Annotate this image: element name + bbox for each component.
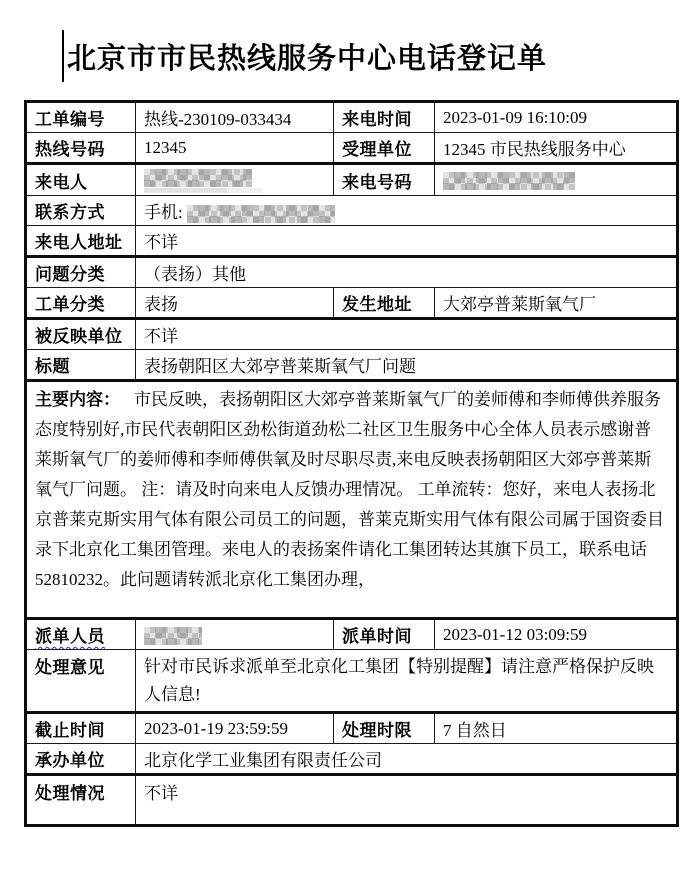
- field-label-reflected-unit: 被反映单位: [26, 319, 136, 350]
- row-hotline-no: [26, 133, 678, 164]
- field-label-caller-no: 来电号码: [334, 164, 435, 196]
- field-value-deadline: 2023-01-19 23:59:59: [136, 713, 334, 744]
- redacted-caller-number: [443, 172, 575, 190]
- field-label-handle-opinion: 处理意见: [26, 650, 136, 713]
- row-handle-opinion: [26, 650, 678, 713]
- field-value-hotline-no: 12345: [136, 133, 334, 164]
- field-label-order-cat: 工单分类: [26, 288, 136, 319]
- row-caller: [26, 164, 678, 196]
- field-label-accept-unit: 受理单位: [334, 133, 435, 164]
- field-value-title: 表扬朝阳区大郊亭普莱斯氧气厂问题: [136, 350, 678, 381]
- field-value-order-no: 热线-230109-033434: [136, 102, 334, 133]
- field-value-caller-no: [435, 164, 678, 196]
- redacted-contact-phone: [187, 205, 335, 223]
- field-value-call-time: 2023-01-09 16:10:09: [435, 102, 678, 133]
- redacted-dispatcher-name: [144, 627, 202, 645]
- field-value-handle-status: 不详: [136, 775, 678, 826]
- main-content-label: 主要内容：: [35, 390, 120, 410]
- redacted-caller-name-tail: [144, 188, 262, 193]
- redacted-caller-name: [144, 169, 252, 187]
- row-problem-cat: [26, 257, 678, 288]
- field-value-problem-cat: （表扬）其他: [136, 257, 678, 288]
- text-cursor: [62, 30, 64, 82]
- row-main-content: [26, 381, 678, 619]
- field-label-problem-cat: 问题分类: [26, 257, 136, 288]
- dispatcher-label-text: 派单人员: [35, 627, 105, 647]
- field-value-caller-addr: 不详: [136, 226, 678, 257]
- field-value-incident-addr: 大郊亭普莱斯氧气厂: [435, 288, 678, 319]
- field-label-order-no: 工单编号: [26, 102, 136, 133]
- field-label-caller: 来电人: [26, 164, 136, 196]
- field-value-handle-limit: 7 自然日: [435, 713, 678, 744]
- field-value-order-cat: 表扬: [136, 288, 334, 319]
- field-value-handle-opinion: 针对市民诉求派单至北京化工集团【特别提醒】请注意严格保护反映人信息!: [136, 650, 678, 713]
- page-title: 北京市市民热线服务中心电话登记单: [67, 42, 548, 75]
- row-order-no: [26, 102, 678, 133]
- field-label-caller-addr: 来电人地址: [26, 226, 136, 257]
- row-undertake-unit: [26, 744, 678, 775]
- contact-prefix: 手机:: [144, 203, 183, 223]
- field-main-content: [26, 381, 678, 619]
- field-value-contact: [136, 196, 678, 226]
- field-label-undertake-unit: 承办单位: [26, 744, 136, 775]
- field-label-call-time: 来电时间: [334, 102, 435, 133]
- row-reflected-unit: [26, 319, 678, 350]
- field-label-handle-limit: 处理时限: [334, 713, 435, 744]
- row-handle-status: [26, 775, 678, 826]
- row-caller-addr: [26, 226, 678, 257]
- field-value-undertake-unit: 北京化学工业集团有限责任公司: [136, 744, 678, 775]
- field-value-accept-unit: 12345 市民热线服务中心: [435, 133, 678, 164]
- field-label-deadline: 截止时间: [26, 713, 136, 744]
- field-label-contact: 联系方式: [26, 196, 136, 226]
- main-content-text: 市民反映，表扬朝阳区大郊亭普莱斯氧气厂的姜师傅和李师傅供养服务态度特别好,市民代表朝阳区劲松街道劲松二社区卫生服务中心全体人员表示感谢普莱斯氧气厂的姜师傅和李师傅供氧及时尽职尽责,来电反映表扬朝阳区大郊亭普莱斯氧气厂问题。 注：请及时向来电人反馈办理情况。 工单流转：您好，来电人表扬北京普莱克斯实用气体有限公司员工的问题，普莱克斯实用气体有限公司属于国资委目录下北京化工集团管理。来电人的表扬案件请化工集团转达其旗下员工，联系电话 52810232。此问题请转派北京化工集团办理，: [35, 390, 664, 590]
- document-page: [0, 30, 700, 869]
- field-label-incident-addr: 发生地址: [334, 288, 435, 319]
- field-value-caller: [136, 164, 334, 196]
- field-label-dispatch-time: 派单时间: [334, 619, 435, 650]
- row-title-field: [26, 350, 678, 381]
- row-order-cat: [26, 288, 678, 319]
- field-label-hotline-no: 热线号码: [26, 133, 136, 164]
- row-dispatcher: [26, 619, 678, 650]
- field-value-dispatch-time: 2023-01-12 03:09:59: [435, 619, 678, 650]
- field-value-dispatcher: [136, 619, 334, 650]
- row-deadline: [26, 713, 678, 744]
- field-label-title: 标题: [26, 350, 136, 381]
- row-contact: [26, 196, 678, 226]
- field-value-reflected-unit: 不详: [136, 319, 678, 350]
- registration-form-table: [24, 100, 679, 827]
- title-block: [62, 30, 700, 82]
- field-label-dispatcher: [26, 619, 136, 650]
- field-label-handle-status: 处理情况: [26, 775, 136, 826]
